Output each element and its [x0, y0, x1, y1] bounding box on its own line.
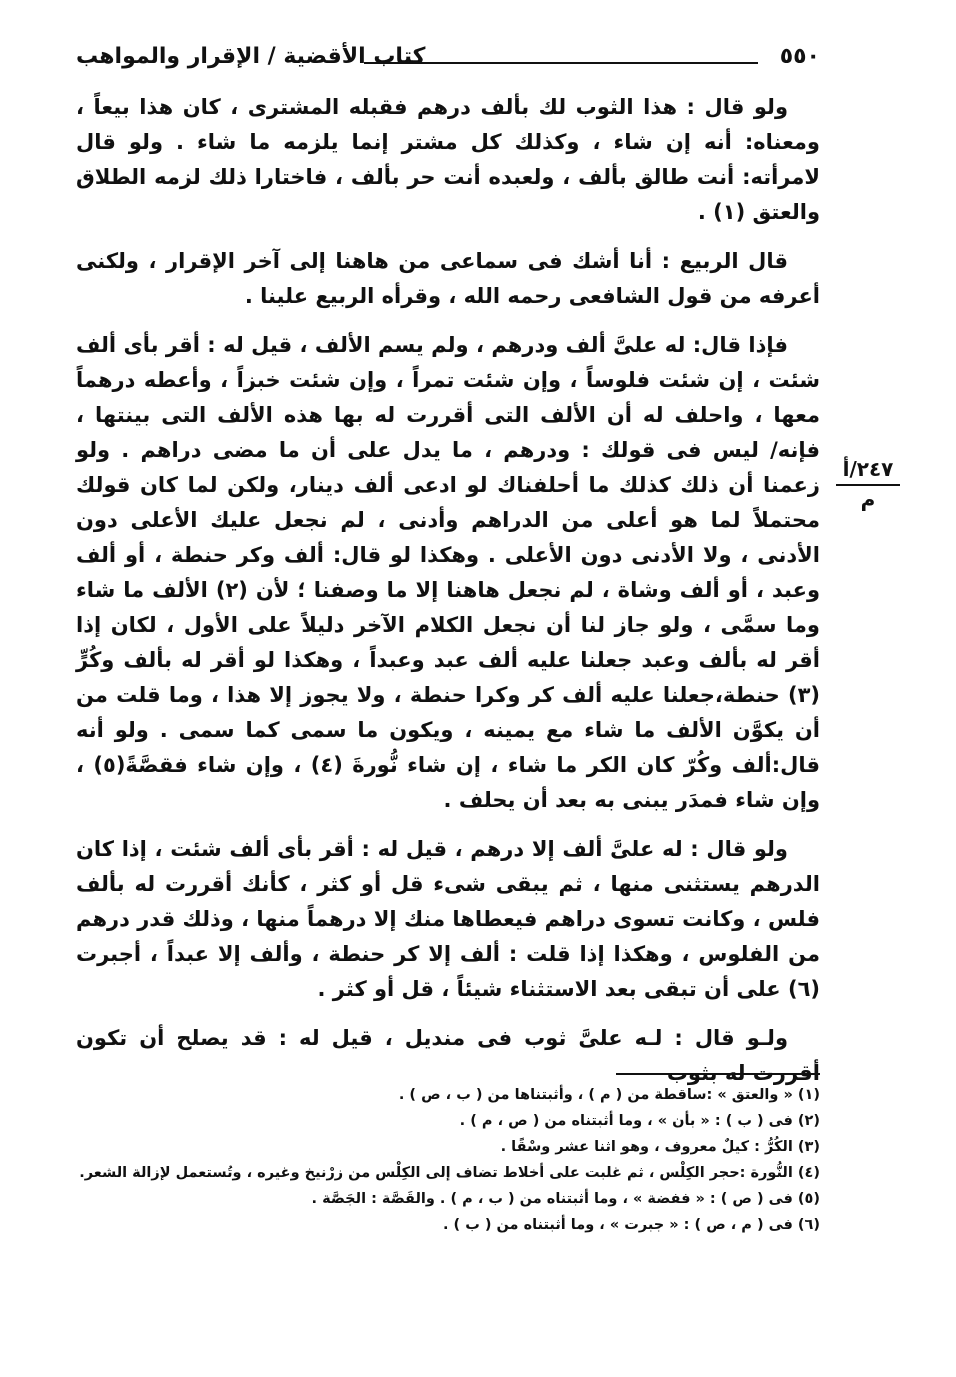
page-header: [76, 44, 820, 80]
folio-number: ٢٤٧/أ: [836, 456, 900, 486]
footnote-3: (٣) الكُرُّ : كيلٌ معروف ، وهو اثنا عشر وسْقًا .: [500, 1139, 820, 1155]
page-number: ٥٥٠: [779, 44, 820, 69]
paragraph-3: فإذا قال: له علىَّ ألف ودرهم ، ولم يسم الألف ، قيل له : أقر بأى ألف شئت ، إن شئت فلوساً ، وإن شئت تمراً ، وإن شئت خبزاً ، وأعطه درهماً معها ، واحلف له أن الألف التى أقررت له بها هذه الألف التى بينتها ، فإنه/ ليس فى قولك : ودرهم ، ما يدل على أن ما مضى دراهم . ولو زعمنا أن ذلك كذلك ما أحلفناك لو ادعى ألف دينار، ولكن لما كان قولك محتملاً لما هو أعلى من الدراهم وأدنى ، لم نجعل عليك الأعلى دون الأدنى ، ولا الأدنى دون الأعلى . وهكذا لو قال: ألف وكر حنطة ، أو ألف وعبد ، أو ألف وشاة ، لم نجعل هاهنا إلا ما وصفنا ؛ لأن (٢) الألف ما شاء وما سمَّى ، ولو جاز لنا أن نجعل الكلام الآخر دليلاً على الأول ، لكان إذا أقر له بألف وعبد جعلنا عليه ألف عبد وعبداً ، وهكذا لو أقر له بألف وكُرٍّ (٣) حنطة،جعلنا عليه ألف كر وكرا حنطة ، ولا يجوز إلا هذا ، وما قلت من أن يكوَّن الألف ما شاء مع يمينه ، ويكون ما سمى كما سمى . ولو أنه قال:ألف وكُرّ كان الكر ما شاء ، إن شاء نُّورةَ (٤) ، وإن شاء فقصَّةً(٥) ، وإن شاء فمدَر يبنى به بعد أن يحلف .: [76, 333, 821, 812]
paragraph-5: ولـو قال : لـه علىَّ ثوب فى منديل ، قيل له : قد يصلح أن تكون أقررت له بثوب: [76, 1026, 820, 1085]
footnotes: [76, 1082, 820, 1238]
footnote-5: (٥) فى ( ص ) : « ففضة » ، وما أثبتناه من ( ب ، م ) . والقَصَّة : الجَصَّة .: [311, 1191, 820, 1207]
manuscript-folio-note: [836, 456, 900, 512]
footnote-rule: [616, 1073, 820, 1075]
paragraph-2: قال الربيع : أنا أشك فى سماعى من هاهنا إلى آخر الإقرار ، ولكنى أعرفه من قول الشافعى رحمه الله ، وقرأه الربيع علينا .: [76, 249, 820, 308]
footnote-2: (٢) فى ( ب ) : « بأن » ، وما أثبتناه من ( ص ، م ) .: [459, 1113, 820, 1129]
manuscript-siglum: م: [860, 487, 876, 511]
paragraph-4: ولو قال : له علىَّ ألف إلا درهم ، قيل له : أقر بأى ألف شئت ، إذا كان الدرهم يستثنى منها ، ثم يبقى شىء قل أو كثر ، كأنك أقررت له بألف فلس ، وكانت تسوى دراهم فيعطاها منك إلا درهماً منها ، وذلك قدر درهم من الفلوس ، وهكذا إذا قلت : ألف إلا كر حنطة ، وألف إلا عبداً ، أجبرت (٦) على أن تبقى بعد الاستثناء شيئاً ، قل أو كثر .: [76, 837, 820, 1001]
footnote-6: (٦) فى ( م ، ص ) : « جبرت » ، وما أثبتناه من ( ب ) .: [442, 1217, 820, 1233]
running-title: كتاب الأقضية / الإقرار والمواهب: [76, 44, 426, 69]
main-text: [76, 90, 820, 1105]
footnote-4: (٤) النُّورة :حجر الكِلْس ، ثم غلبت على أخلاط تضاف إلى الكِلْس من زرْنيخ وغيره ، وتُستعمل لإزالة الشعر.: [79, 1165, 820, 1181]
footnote-1: (١) « والعتق » :ساقطة من ( م ) ، وأثبتناها من ( ب ، ص ) .: [398, 1087, 820, 1103]
paragraph-1: ولو قال : هذا الثوب لك بألف درهم فقبله المشترى ، كان هذا بيعاً ، ومعناه: أنه إن شاء ، وكذلك كل مشتر إنما يلزمه ما شاء . ولو قال لامرأته: أنت طالق بألف ، ولعبده أنت حر بألف ، فاختارا ذلك لزمه الطلاق والعتق (١) .: [76, 95, 820, 224]
